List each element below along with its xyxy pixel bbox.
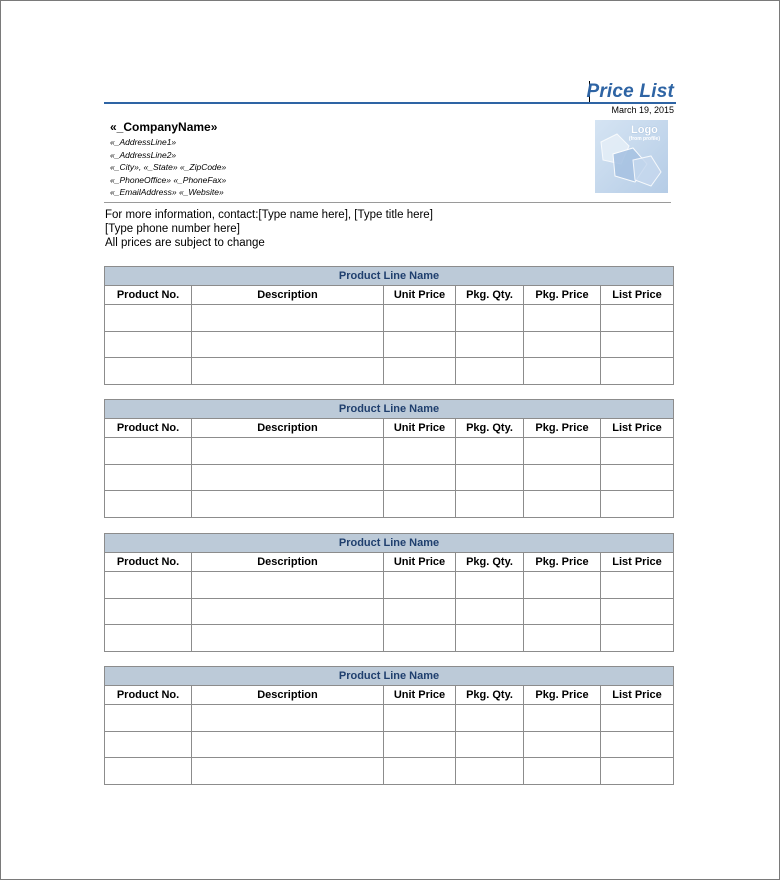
table-cell[interactable] bbox=[384, 625, 456, 652]
table-cell[interactable] bbox=[384, 438, 456, 465]
table-cell[interactable] bbox=[384, 705, 456, 732]
col-unit-price: Unit Price bbox=[384, 419, 456, 438]
table-cell[interactable] bbox=[192, 358, 384, 385]
product-line-header[interactable]: Product Line Name bbox=[105, 267, 674, 286]
col-pkg-qty: Pkg. Qty. bbox=[456, 286, 524, 305]
col-product-no: Product No. bbox=[105, 686, 192, 705]
table-cell[interactable] bbox=[524, 572, 601, 599]
logo-label: Logo bbox=[631, 124, 658, 136]
table-cell[interactable] bbox=[524, 305, 601, 332]
price-table-4 bbox=[104, 666, 674, 785]
company-block bbox=[110, 120, 226, 199]
table-cell[interactable] bbox=[524, 358, 601, 385]
table-cell[interactable] bbox=[456, 491, 524, 518]
table-cell[interactable] bbox=[456, 598, 524, 625]
phone-line[interactable]: [Type phone number here] bbox=[105, 223, 240, 235]
table-cell[interactable] bbox=[384, 758, 456, 785]
table-cell[interactable] bbox=[192, 438, 384, 465]
table-cell[interactable] bbox=[601, 572, 674, 599]
table-cell[interactable] bbox=[524, 625, 601, 652]
table-cell[interactable] bbox=[524, 331, 601, 358]
table-cell[interactable] bbox=[524, 464, 601, 491]
col-unit-price: Unit Price bbox=[384, 286, 456, 305]
table-cell[interactable] bbox=[601, 464, 674, 491]
col-description: Description bbox=[192, 419, 384, 438]
table-row bbox=[105, 358, 674, 385]
table-cell[interactable] bbox=[456, 358, 524, 385]
table-cell[interactable] bbox=[456, 758, 524, 785]
table-cell[interactable] bbox=[456, 572, 524, 599]
col-unit-price: Unit Price bbox=[384, 686, 456, 705]
logo-placeholder[interactable] bbox=[595, 120, 668, 193]
table-cell[interactable] bbox=[192, 625, 384, 652]
table-cell[interactable] bbox=[524, 731, 601, 758]
table-cell[interactable] bbox=[192, 464, 384, 491]
table-cell[interactable] bbox=[105, 731, 192, 758]
col-pkg-price: Pkg. Price bbox=[524, 553, 601, 572]
table-cell[interactable] bbox=[456, 625, 524, 652]
table-cell[interactable] bbox=[601, 731, 674, 758]
prices-note[interactable]: All prices are subject to change bbox=[105, 237, 265, 249]
table-cell[interactable] bbox=[105, 491, 192, 518]
logo-text bbox=[629, 124, 660, 142]
table-row bbox=[105, 758, 674, 785]
table-cell[interactable] bbox=[105, 331, 192, 358]
table-row bbox=[105, 305, 674, 332]
table-cell[interactable] bbox=[384, 731, 456, 758]
address-line2[interactable]: «_AddressLine2» bbox=[110, 149, 177, 160]
col-pkg-qty: Pkg. Qty. bbox=[456, 686, 524, 705]
table-cell[interactable] bbox=[384, 464, 456, 491]
table-cell[interactable] bbox=[384, 331, 456, 358]
table-cell[interactable] bbox=[105, 438, 192, 465]
table-row bbox=[105, 731, 674, 758]
table-cell[interactable] bbox=[105, 358, 192, 385]
table-cell[interactable] bbox=[456, 305, 524, 332]
table-cell[interactable] bbox=[524, 438, 601, 465]
table-cell[interactable] bbox=[384, 305, 456, 332]
title-underline bbox=[104, 102, 676, 104]
table-row bbox=[105, 491, 674, 518]
table-cell[interactable] bbox=[524, 491, 601, 518]
table-cell[interactable] bbox=[601, 358, 674, 385]
col-list-price: List Price bbox=[601, 286, 674, 305]
table-cell[interactable] bbox=[384, 358, 456, 385]
product-line-header[interactable]: Product Line Name bbox=[105, 400, 674, 419]
table-cell[interactable] bbox=[384, 572, 456, 599]
price-table-1 bbox=[104, 266, 674, 385]
table-cell[interactable] bbox=[384, 598, 456, 625]
table-cell[interactable] bbox=[601, 305, 674, 332]
table-cell[interactable] bbox=[601, 331, 674, 358]
table-row bbox=[105, 331, 674, 358]
table-cell[interactable] bbox=[601, 598, 674, 625]
table-cell[interactable] bbox=[524, 705, 601, 732]
table-cell[interactable] bbox=[601, 625, 674, 652]
col-pkg-price: Pkg. Price bbox=[524, 686, 601, 705]
table-cell[interactable] bbox=[105, 625, 192, 652]
col-list-price: List Price bbox=[601, 686, 674, 705]
city-state-zip[interactable]: «_City», «_State» «_ZipCode» bbox=[110, 162, 227, 173]
table-cell[interactable] bbox=[105, 572, 192, 599]
product-line-header[interactable]: Product Line Name bbox=[105, 534, 674, 553]
table-row bbox=[105, 705, 674, 732]
col-pkg-qty: Pkg. Qty. bbox=[456, 553, 524, 572]
col-pkg-price: Pkg. Price bbox=[524, 286, 601, 305]
table-cell[interactable] bbox=[192, 572, 384, 599]
col-product-no: Product No. bbox=[105, 286, 192, 305]
table-cell[interactable] bbox=[192, 731, 384, 758]
table-cell[interactable] bbox=[601, 438, 674, 465]
company-name[interactable]: «_CompanyName» bbox=[110, 120, 218, 134]
table-row bbox=[105, 598, 674, 625]
table-row bbox=[105, 464, 674, 491]
table-cell[interactable] bbox=[456, 731, 524, 758]
table-cell[interactable] bbox=[192, 491, 384, 518]
table-cell[interactable] bbox=[601, 758, 674, 785]
table-cell[interactable] bbox=[456, 438, 524, 465]
logo-sublabel: (from profile) bbox=[628, 136, 660, 142]
document-title[interactable]: Price List bbox=[586, 81, 674, 102]
col-pkg-price: Pkg. Price bbox=[524, 419, 601, 438]
phone-fax[interactable]: «_PhoneOffice» «_PhoneFax» bbox=[110, 174, 227, 185]
table-row bbox=[105, 572, 674, 599]
col-description: Description bbox=[192, 553, 384, 572]
table-row bbox=[105, 438, 674, 465]
table-cell[interactable] bbox=[192, 705, 384, 732]
col-list-price: List Price bbox=[601, 553, 674, 572]
col-description: Description bbox=[192, 686, 384, 705]
table-cell[interactable] bbox=[105, 705, 192, 732]
price-table-3 bbox=[104, 533, 674, 652]
table-cell[interactable] bbox=[456, 331, 524, 358]
col-description: Description bbox=[192, 286, 384, 305]
table-cell[interactable] bbox=[105, 305, 192, 332]
table-cell[interactable] bbox=[524, 758, 601, 785]
col-product-no: Product No. bbox=[105, 419, 192, 438]
company-divider bbox=[104, 202, 671, 203]
contact-line[interactable]: For more information, contact:[Type name here], [Type title here] bbox=[105, 209, 433, 221]
table-cell[interactable] bbox=[192, 758, 384, 785]
col-pkg-qty: Pkg. Qty. bbox=[456, 419, 524, 438]
table-cell[interactable] bbox=[105, 758, 192, 785]
table-cell[interactable] bbox=[192, 598, 384, 625]
info-block bbox=[105, 208, 433, 250]
document-date[interactable]: March 19, 2015 bbox=[611, 105, 674, 115]
price-table-2 bbox=[104, 399, 674, 518]
col-unit-price: Unit Price bbox=[384, 553, 456, 572]
table-cell[interactable] bbox=[192, 305, 384, 332]
table-cell[interactable] bbox=[524, 598, 601, 625]
table-cell[interactable] bbox=[105, 598, 192, 625]
col-product-no: Product No. bbox=[105, 553, 192, 572]
table-cell[interactable] bbox=[384, 491, 456, 518]
table-row bbox=[105, 625, 674, 652]
product-line-header[interactable]: Product Line Name bbox=[105, 667, 674, 686]
table-cell[interactable] bbox=[105, 464, 192, 491]
table-cell[interactable] bbox=[192, 331, 384, 358]
table-cell[interactable] bbox=[456, 705, 524, 732]
table-cell[interactable] bbox=[456, 464, 524, 491]
table-cell[interactable] bbox=[601, 491, 674, 518]
email-website[interactable]: «_EmailAddress» «_Website» bbox=[110, 187, 224, 198]
col-list-price: List Price bbox=[601, 419, 674, 438]
table-cell[interactable] bbox=[601, 705, 674, 732]
address-line1[interactable]: «_AddressLine1» bbox=[110, 137, 177, 147]
